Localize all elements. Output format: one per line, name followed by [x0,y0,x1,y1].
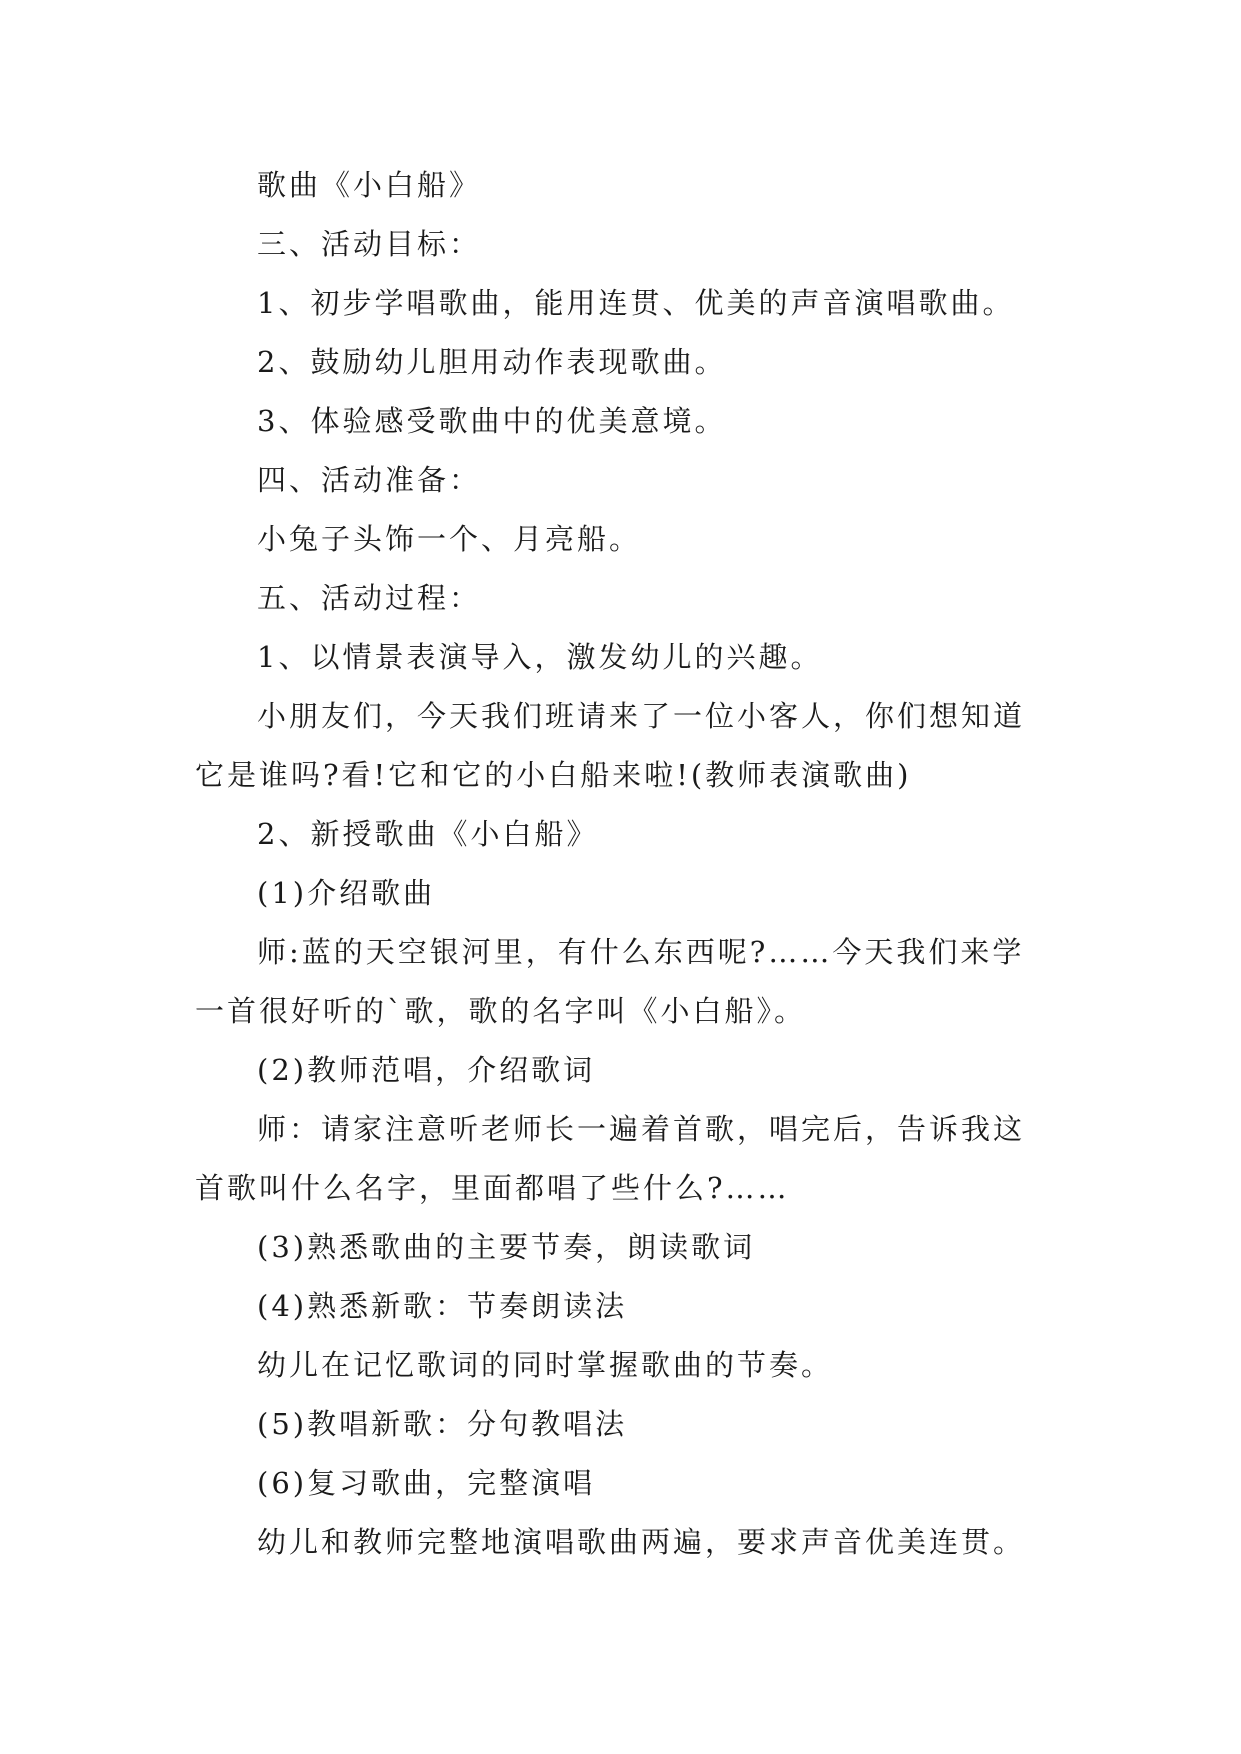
objective-item-3: 3、体验感受歌曲中的优美意境。 [257,404,727,438]
paragraph-line: 首歌叫什么名字，里面都唱了些什么?…… [195,1171,790,1205]
paragraph-line: 一首很好听的`歌，歌的名字叫《小白船》。 [195,994,807,1028]
preparation-text: 小兔子头饰一个、月亮船。 [257,522,642,556]
paragraph-line: 它是谁吗?看!它和它的小白船来啦!(教师表演歌曲) [195,758,912,792]
sub-step-1: (1)介绍歌曲 [257,876,436,910]
sub-step-3: (3)熟悉歌曲的主要节奏，朗读歌词 [257,1230,756,1264]
objective-item-1: 1、初步学唱歌曲，能用连贯、优美的声音演唱歌曲。 [257,286,1015,320]
process-step-2: 2、新授歌曲《小白船》 [257,817,599,851]
section-heading-objectives: 三、活动目标： [257,227,482,261]
sub-step-4: (4)熟悉新歌：节奏朗读法 [257,1289,628,1323]
sub-step-2: (2)教师范唱，介绍歌词 [257,1053,596,1087]
paragraph-line: 师:蓝的天空银河里，有什么东西呢?……今天我们来学 [257,935,1025,969]
sub-step-6: (6)复习歌曲，完整演唱 [257,1466,596,1500]
paragraph-line: 小朋友们，今天我们班请来了一位小客人，你们想知道 [257,699,1026,733]
section-heading-preparation: 四、活动准备： [257,463,482,497]
objective-item-2: 2、鼓励幼儿胆用动作表现歌曲。 [257,345,727,379]
paragraph-line: 师：请家注意听老师长一遍着首歌，唱完后，告诉我这 [257,1112,1026,1146]
song-title-line: 歌曲《小白船》 [257,168,482,202]
paragraph-line: 幼儿在记忆歌词的同时掌握歌曲的节奏。 [257,1348,834,1382]
process-step-1: 1、以情景表演导入，激发幼儿的兴趣。 [257,640,823,674]
sub-step-5: (5)教唱新歌：分句教唱法 [257,1407,628,1441]
section-heading-process: 五、活动过程： [257,581,482,615]
paragraph-line: 幼儿和教师完整地演唱歌曲两遍，要求声音优美连贯。 [257,1525,1026,1559]
